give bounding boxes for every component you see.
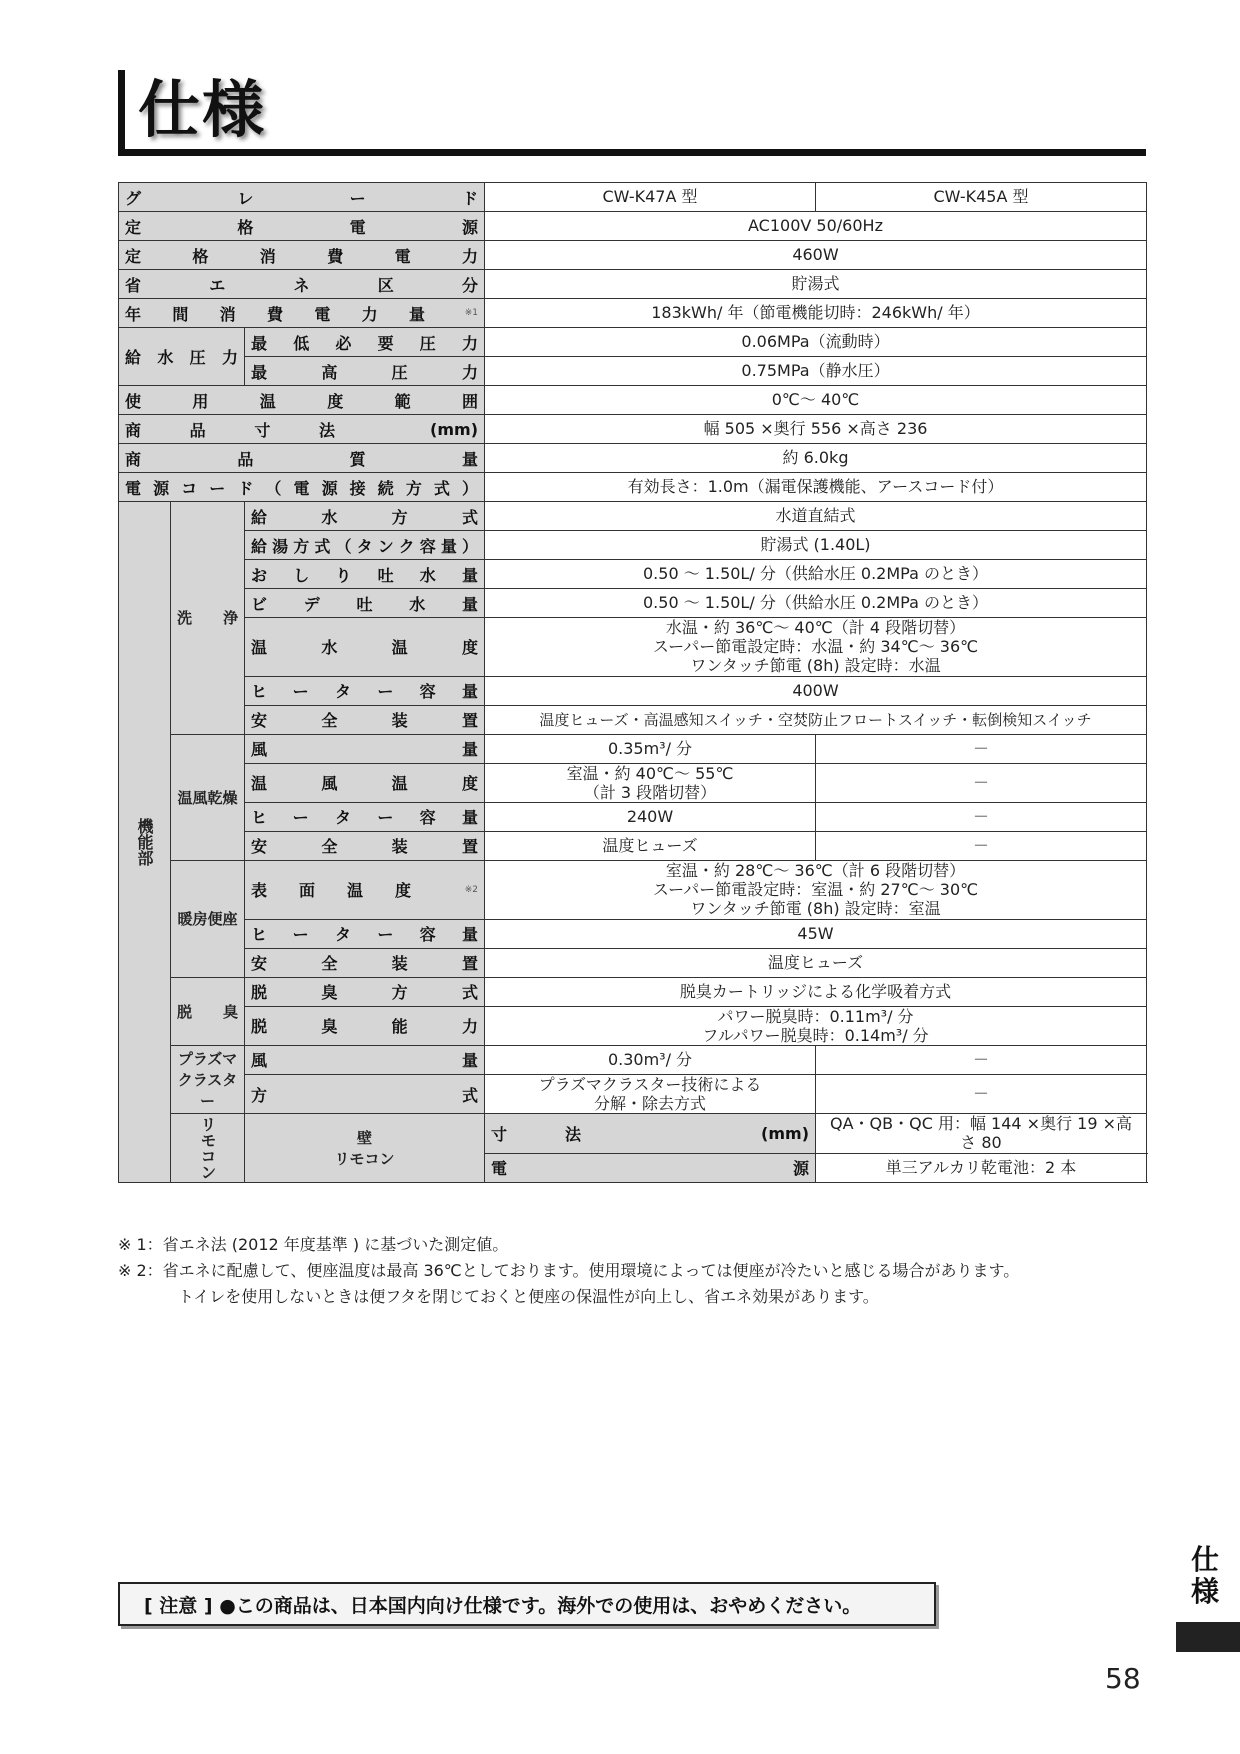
- row-value: 0.75MPa（静水圧）: [485, 357, 1147, 386]
- row-label: 最高圧力: [251, 362, 478, 382]
- table-row: [119, 977, 1147, 1006]
- table-row: [119, 473, 1147, 502]
- row-value-b: －: [816, 802, 1147, 831]
- row-value-b: －: [816, 763, 1147, 802]
- row-label: 給水方式: [251, 507, 478, 527]
- header-rule: [118, 149, 1146, 156]
- group-line: プラズマ: [177, 1050, 238, 1069]
- footnote-2: ※ 2：省エネに配慮して、便座温度は最高 36℃としております。使用環境によっては便座が冷たいと感じる場合があります。: [118, 1261, 1020, 1280]
- row-value: 0.50 ～ 1.50L/ 分（供給水圧 0.2MPa のとき）: [485, 560, 1147, 589]
- row-value: 単三アルカリ乾電池：2 本: [816, 1153, 1147, 1182]
- row-value-a: 240W: [485, 802, 816, 831]
- row-label: 脱臭能力: [251, 1017, 478, 1037]
- table-row: [119, 589, 1147, 618]
- value-line: （計 3 段階切替）: [583, 782, 717, 802]
- table-row: [119, 1074, 1147, 1113]
- row-label: 定格消費電力: [125, 246, 478, 266]
- spec-table: [118, 182, 1147, 1183]
- table-row: [119, 705, 1147, 734]
- footnote-mark: ※2: [464, 884, 478, 895]
- row-label: おしり吐水量: [251, 565, 478, 585]
- row-label: 給湯方式（タンク容量）: [251, 536, 478, 556]
- row-label: 年間消費電力量: [125, 304, 425, 324]
- row-label: 温水温度: [251, 638, 478, 658]
- table-row: [119, 919, 1147, 948]
- row-value: 460W: [485, 241, 1147, 270]
- row-label: 脱臭方式: [251, 983, 478, 1002]
- group-line: クラスター: [177, 1071, 238, 1111]
- model-a: CW-K47A 型: [485, 183, 816, 212]
- row-label: ヒーター容量: [251, 808, 478, 828]
- row-value-a: 0.35m³/ 分: [485, 734, 816, 763]
- row-value: 0℃～ 40℃: [485, 386, 1147, 415]
- row-value-a: [485, 1074, 816, 1113]
- row-label: 電源: [491, 1159, 809, 1179]
- table-row: [119, 1006, 1147, 1045]
- value-line: スーパー節電設定時：室温・約 27℃～ 30℃: [652, 880, 979, 900]
- group-label-seat: 暖房便座: [171, 860, 245, 977]
- row-value: QA・QB・QC 用：幅 144 ×奥行 19 ×高さ 80: [816, 1114, 1147, 1153]
- group-label-dryer: 温風乾燥: [171, 734, 245, 860]
- table-row: [119, 183, 1147, 212]
- table-row: [119, 618, 1147, 677]
- row-label: 最低必要圧力: [251, 333, 478, 353]
- row-value: 水道直結式: [485, 502, 1147, 531]
- row-label: ヒーター容量: [251, 682, 478, 702]
- row-value: 183kWh/ 年（節電機能切時：246kWh/ 年）: [485, 299, 1147, 328]
- unit-label: (mm): [761, 1123, 809, 1143]
- row-label: 省エネ区分: [125, 275, 478, 295]
- row-value-a: 0.30m³/ 分: [485, 1045, 816, 1074]
- value-line: 分解・除去方式: [593, 1094, 706, 1114]
- row-value: 脱臭カートリッジによる化学吸着方式: [485, 977, 1147, 1006]
- table-row: [119, 831, 1147, 860]
- group-label-wash: 洗浄: [177, 609, 238, 628]
- value-line: ワンタッチ節電 (8h) 設定時：室温: [690, 899, 941, 919]
- header-bar-left: [118, 70, 125, 156]
- footnote-2-continued: トイレを使用しないときは便フタを閉じておくと便座の保温性が向上し、省エネ効果があります。: [178, 1287, 879, 1306]
- row-value: 45W: [485, 919, 1147, 948]
- table-row: [119, 502, 1147, 531]
- table-row: [119, 860, 1147, 919]
- row-label: グレード: [125, 188, 478, 208]
- section-label-function: 機能部: [135, 817, 154, 866]
- footnote-1: ※ 1：省エネ法 (2012 年度基準 ) に基づいた測定値。: [118, 1235, 509, 1254]
- table-row: [119, 357, 1147, 386]
- row-label: 表面温度: [251, 881, 411, 901]
- group-label: 給水圧力: [125, 348, 238, 367]
- side-section-tab: [1176, 1544, 1234, 1608]
- side-tab-marker: [1176, 1622, 1240, 1652]
- row-label: ビデ吐水量: [251, 594, 478, 614]
- row-value: [485, 1006, 1147, 1045]
- row-value: 400W: [485, 676, 1147, 705]
- value-line: 水温・約 36℃～ 40℃（計 4 段階切替）: [665, 618, 966, 637]
- table-row: [119, 676, 1147, 705]
- table-row: [119, 386, 1147, 415]
- page-title: 仕様: [138, 73, 267, 146]
- table-row: [119, 270, 1147, 299]
- side-tab-label: 仕 様: [1190, 1543, 1219, 1608]
- row-value-a: 温度ヒューズ: [485, 831, 816, 860]
- group-line: 壁: [356, 1128, 372, 1147]
- page-number: 58: [1105, 1662, 1141, 1695]
- row-label: 温風温度: [251, 774, 478, 794]
- row-value: 温度ヒューズ: [485, 948, 1147, 977]
- table-row: [119, 415, 1147, 444]
- value-line: ワンタッチ節電 (8h) 設定時：水温: [690, 656, 941, 676]
- row-label: 風量: [251, 740, 478, 760]
- section-label-remote: リモコン: [198, 1115, 217, 1180]
- value-line: パワー脱臭時：0.11m³/ 分: [717, 1006, 914, 1026]
- group-label-deodorize: 脱臭: [177, 1002, 238, 1021]
- table-row: [119, 212, 1147, 241]
- row-label: 安全装置: [251, 711, 478, 731]
- row-value: 有効長さ：1.0m（漏電保護機能、アースコード付）: [485, 473, 1147, 502]
- page-header: [118, 60, 1146, 156]
- row-label: 方式: [251, 1085, 478, 1105]
- value-line: 室温・約 40℃～ 55℃: [566, 763, 734, 783]
- row-value: 貯湯式: [485, 270, 1147, 299]
- row-value-a: [485, 763, 816, 802]
- table-row: [119, 531, 1147, 560]
- row-label: 風量: [251, 1051, 478, 1071]
- row-label: 商品質量: [125, 449, 478, 469]
- row-label: 商品寸法: [125, 420, 335, 440]
- row-value-b: －: [816, 734, 1147, 763]
- table-row: [119, 299, 1147, 328]
- model-b: CW-K45A 型: [816, 183, 1147, 212]
- row-label: 安全装置: [251, 954, 478, 973]
- row-value: 貯湯式 (1.40L): [485, 531, 1147, 560]
- row-value: 0.06MPa（流動時）: [485, 328, 1147, 357]
- row-label: 安全装置: [251, 837, 478, 857]
- row-label: 定格電源: [125, 217, 478, 237]
- footnotes: [118, 1232, 1158, 1310]
- table-row: [119, 802, 1147, 831]
- group-label-wall-remote: [245, 1114, 485, 1182]
- table-row: [119, 1114, 1147, 1153]
- row-label: 使用温度範囲: [125, 391, 478, 411]
- row-value: [485, 860, 1147, 919]
- table-row: [119, 763, 1147, 802]
- value-line: プラズマクラスター技術による: [538, 1074, 762, 1094]
- value-line: 室温・約 28℃～ 36℃（計 6 段階切替）: [665, 860, 966, 880]
- unit-label: (mm): [430, 419, 478, 439]
- table-row: [119, 948, 1147, 977]
- value-line: フルパワー脱臭時：0.14m³/ 分: [702, 1025, 929, 1045]
- row-label: ヒーター容量: [251, 925, 478, 944]
- table-row: [119, 1045, 1147, 1074]
- row-label: 寸法: [491, 1124, 581, 1144]
- row-value: 0.50 ～ 1.50L/ 分（供給水圧 0.2MPa のとき）: [485, 589, 1147, 618]
- table-row: [119, 734, 1147, 763]
- row-value-b: －: [816, 831, 1147, 860]
- table-row: [119, 444, 1147, 473]
- group-label-plasma: [171, 1045, 245, 1113]
- value-line: スーパー節電設定時：水温・約 34℃～ 36℃: [652, 637, 979, 657]
- row-value: 約 6.0kg: [485, 444, 1147, 473]
- caution-box: [ 注意 ] ●この商品は、日本国内向け仕様です。海外での使用は、おやめください。: [118, 1582, 936, 1626]
- row-value-b: －: [816, 1074, 1147, 1113]
- row-value: 温度ヒューズ・高温感知スイッチ・空焚防止フロートスイッチ・転倒検知スイッチ: [485, 705, 1147, 734]
- table-row: [119, 241, 1147, 270]
- row-value: AC100V 50/60Hz: [485, 212, 1147, 241]
- row-label: 電源コード（電源接続方式）: [125, 478, 478, 498]
- row-value-b: －: [816, 1045, 1147, 1074]
- group-line: リモコン: [334, 1149, 395, 1168]
- footnote-mark: ※1: [464, 308, 478, 318]
- table-row: [119, 328, 1147, 357]
- row-value: 幅 505 ×奥行 556 ×高さ 236: [485, 415, 1147, 444]
- table-row: [119, 560, 1147, 589]
- row-value: [485, 618, 1147, 677]
